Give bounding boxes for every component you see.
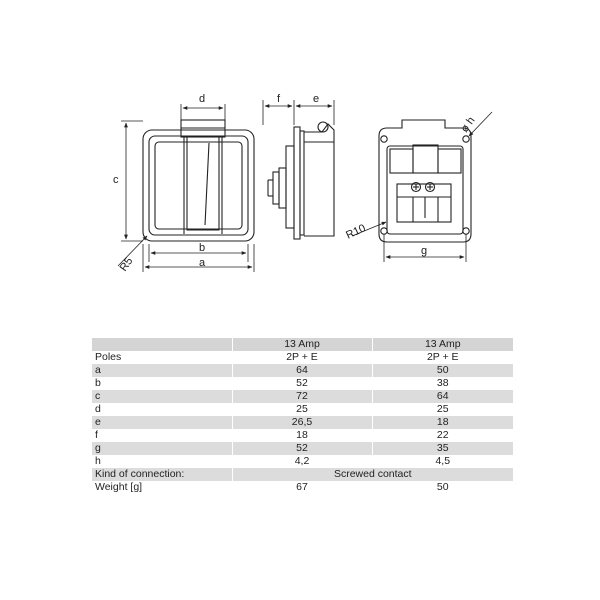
- back-mount-hole-tl: [381, 136, 387, 142]
- row-label: e: [92, 416, 232, 429]
- front-face: [155, 142, 242, 229]
- back-inner-frame: [387, 146, 463, 234]
- row-value: 2P + E: [372, 351, 513, 364]
- row-value: 4,2: [232, 455, 372, 468]
- side-view: [268, 122, 334, 239]
- back-view: [379, 120, 471, 242]
- back-mount-hole-bl: [381, 228, 387, 234]
- row-value: 72: [232, 390, 372, 403]
- row-label: h: [95, 455, 101, 467]
- table-row: [92, 364, 513, 377]
- row-value: 18: [232, 429, 372, 442]
- row-value: 18: [372, 416, 513, 429]
- dim-label-r5: R5: [117, 255, 136, 274]
- dim-label-a: a: [199, 257, 206, 269]
- row-value: 64: [232, 364, 372, 377]
- row-value: 2P + E: [232, 351, 372, 364]
- side-body: [304, 124, 334, 236]
- table-header-cell: 13 Amp: [232, 338, 372, 351]
- back-mount-hole-tr: [463, 136, 469, 142]
- side-dimensions: [263, 100, 334, 125]
- table-header-row: [92, 338, 513, 351]
- row-value: 35: [372, 442, 513, 455]
- back-mount-hole-br: [463, 228, 469, 234]
- dim-label-g: g: [421, 245, 428, 257]
- table-header-cell: [92, 338, 232, 351]
- row-value: 22: [372, 429, 513, 442]
- table-row: [92, 442, 513, 455]
- row-value: 52: [232, 442, 372, 455]
- row-label: Kind of connection:: [92, 468, 232, 481]
- row-label: b: [95, 377, 101, 389]
- row-value: 25: [372, 403, 513, 416]
- row-label: d: [95, 403, 101, 415]
- front-inner-frame: [149, 136, 248, 235]
- row-label: a: [92, 364, 232, 377]
- row-value: 52: [232, 377, 372, 390]
- dim-label-c: c: [113, 174, 119, 186]
- spec-table: [92, 338, 513, 494]
- row-value: 50: [372, 481, 513, 494]
- dim-label-r10: R10: [344, 222, 368, 242]
- row-value: 64: [372, 390, 513, 403]
- dim-label-d: d: [199, 93, 206, 105]
- dim-label-b: b: [199, 242, 206, 254]
- table-row: [92, 377, 513, 390]
- back-contact-top: [413, 145, 438, 173]
- table-row: [92, 351, 513, 364]
- row-label: Weight [g]: [95, 481, 143, 493]
- row-label: g: [92, 442, 232, 455]
- front-outer-frame: [143, 130, 254, 241]
- back-outer-frame: [379, 120, 471, 242]
- row-value: 26,5: [232, 416, 372, 429]
- back-terminal-block: [397, 184, 451, 222]
- side-flange: [294, 127, 300, 239]
- row-value: 38: [372, 377, 513, 390]
- front-view: [143, 120, 254, 241]
- table-row: [92, 416, 513, 429]
- dim-label-f: f: [277, 93, 281, 105]
- row-value: 67: [232, 481, 372, 494]
- front-dimensions: [118, 104, 254, 272]
- row-value: 25: [232, 403, 372, 416]
- table-row: [92, 455, 513, 468]
- dim-label-e: e: [313, 93, 320, 105]
- row-label: f: [95, 429, 98, 441]
- table-row: [92, 390, 513, 403]
- row-value: 50: [372, 364, 513, 377]
- table-row: [92, 403, 513, 416]
- connection-value: Screwed contact: [232, 468, 513, 481]
- table-row: [92, 429, 513, 442]
- dim-label-h: ø h: [458, 114, 478, 135]
- row-label: c: [92, 390, 232, 403]
- row-value: 4,5: [372, 455, 513, 468]
- back-contact-right: [438, 149, 461, 173]
- table-row-connection: [92, 468, 513, 481]
- table-header-cell: 13 Amp: [372, 338, 513, 351]
- table-row-weight: [92, 481, 513, 494]
- row-label: Poles: [95, 351, 122, 363]
- back-contact-left: [390, 149, 413, 173]
